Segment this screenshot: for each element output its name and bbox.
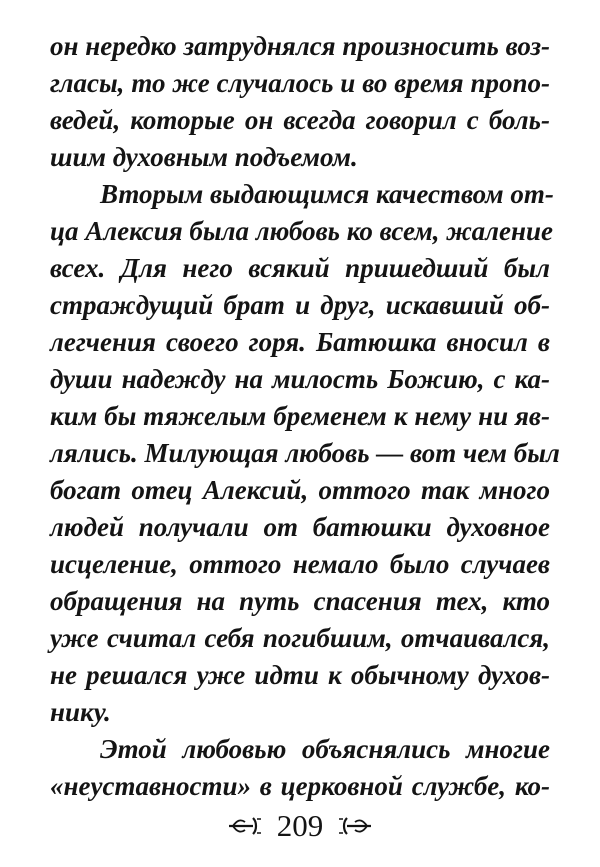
text-line: легчения своего горя. Батюшка вносил в xyxy=(50,327,550,357)
text-line-paragraph-start: Этой любовью объяснялись многие xyxy=(100,734,550,764)
text-line: души надежду на милость Божию, с ка- xyxy=(50,364,550,394)
text-line: ведей, которые он всегда говорил с боль- xyxy=(50,105,550,135)
text-line: гласы, то же случалось и во время пропо- xyxy=(50,68,550,98)
page-number: 209 xyxy=(276,808,324,843)
text-line: шим духовным подъемом. xyxy=(50,142,358,172)
text-line: не решался уже идти к обычному духов- xyxy=(50,660,550,690)
text-line: уже считал себя погибшим, отчаивался, xyxy=(50,623,550,653)
text-line: ким бы тяжелым бременем к нему ни яв- xyxy=(50,401,550,431)
text-line: богат отец Алексий, оттого так много xyxy=(50,475,550,505)
page-body xyxy=(50,28,560,805)
text-line: ца Алексия была любовь ко всем, жаление xyxy=(50,216,553,246)
text-line: всех. Для него всякий пришедший был xyxy=(50,253,550,283)
text-line: нику. xyxy=(50,697,111,727)
text-line: обращения на путь спасения тех, кто xyxy=(50,586,550,616)
ornament-left-icon xyxy=(227,815,263,837)
text-line-paragraph-start: Вторым выдающимся качеством от- xyxy=(100,179,554,209)
ornament-right-icon xyxy=(337,815,373,837)
text-line: людей получали от батюшки духовное xyxy=(50,512,550,542)
text-line: исцеление, оттого немало было случаев xyxy=(50,549,550,579)
text-line: «неуставности» в церковной службе, ко- xyxy=(50,771,550,801)
text-line: он нередко затруднялся произносить воз- xyxy=(50,31,550,61)
page-footer xyxy=(0,806,600,846)
text-line: страждущий брат и друг, искавший об- xyxy=(50,290,550,320)
text-line: лялись. Милующая любовь — вот чем был xyxy=(50,438,560,468)
